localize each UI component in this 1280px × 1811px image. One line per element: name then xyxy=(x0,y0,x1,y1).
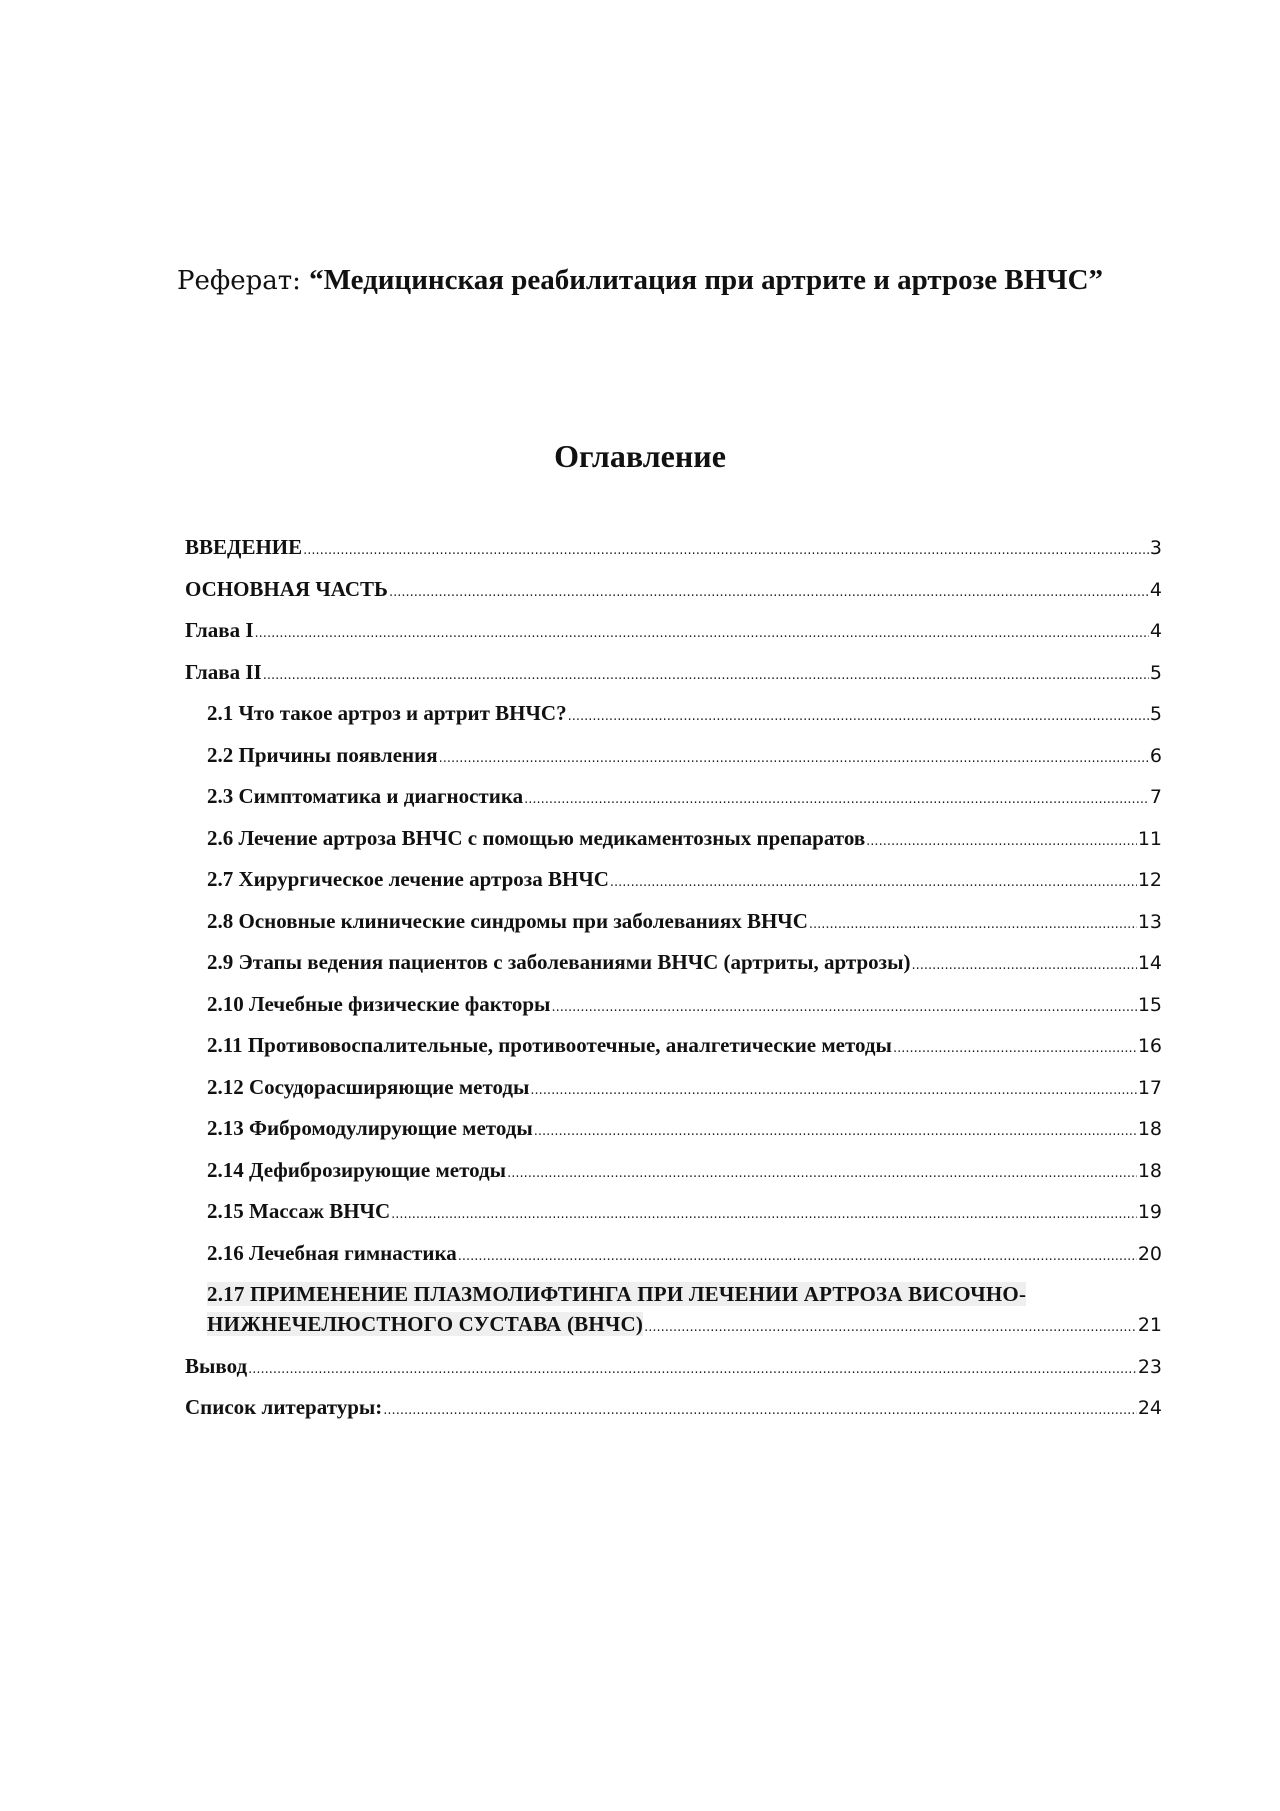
toc-heading: Оглавление xyxy=(554,438,726,474)
toc-page-number: 14 xyxy=(1137,952,1162,974)
toc-dot-leader xyxy=(391,1200,1137,1230)
toc-entry-label: 2.6 Лечение артроза ВНЧС с помощью медикаментозных препаратов xyxy=(207,825,866,850)
toc-entry-label: 2.14 Дефиброзирующие методы xyxy=(207,1157,507,1182)
toc-entry-label: Глава II xyxy=(185,659,262,684)
toc-entry-2-7[interactable] xyxy=(185,864,1162,894)
toc-dot-leader xyxy=(439,744,1149,774)
toc-entry-2-10[interactable] xyxy=(185,989,1162,1019)
toc-entry-label: Глава I xyxy=(185,618,254,642)
toc-entry-2-12[interactable] xyxy=(185,1072,1162,1102)
toc-entry-main-part[interactable] xyxy=(185,574,1162,604)
toc-dot-leader xyxy=(389,578,1149,608)
toc-dot-leader xyxy=(610,868,1137,898)
document-title xyxy=(0,262,1280,299)
toc-entry-label: 2.1 Что такое артроз и артрит ВНЧС? xyxy=(207,701,567,725)
toc-entry-label: 2.8 Основные клинические синдромы при заболеваниях ВНЧС xyxy=(207,908,808,933)
toc-dot-leader xyxy=(248,1355,1137,1385)
toc-entry-label: Вывод xyxy=(185,1353,248,1378)
toc-page-number: 5 xyxy=(1149,703,1162,725)
toc-page-number: 17 xyxy=(1137,1076,1162,1099)
toc-dot-leader xyxy=(866,827,1137,857)
toc-entry-label: 2.13 Фибромодулирующие методы xyxy=(207,1116,533,1140)
toc-entry-2-6[interactable] xyxy=(185,823,1162,853)
toc-entry-2-8[interactable] xyxy=(185,906,1162,936)
toc-entry-label-line1: 2.17 ПРИМЕНЕНИЕ ПЛАЗМОЛИФТИНГА ПРИ ЛЕЧЕНИИ АРТРОЗА ВИСОЧНО- xyxy=(207,1282,1027,1306)
toc-entry-2-13[interactable] xyxy=(185,1113,1162,1143)
toc-page-number: 20 xyxy=(1137,1242,1162,1265)
toc-page-number: 5 xyxy=(1149,661,1162,684)
toc-dot-leader xyxy=(507,1159,1137,1189)
toc-entry-label: 2.2 Причины появления xyxy=(207,742,438,767)
toc-page-number: 3 xyxy=(1149,537,1162,559)
toc-dot-leader xyxy=(809,910,1137,940)
toc-entry-label: 2.11 Противовоспалительные, противоотечные, аналгетические методы xyxy=(207,1033,892,1057)
toc-page-number: 23 xyxy=(1137,1355,1162,1378)
toc-entry-label: 2.3 Симптоматика и диагностика xyxy=(207,784,524,808)
toc-dot-leader xyxy=(534,1117,1137,1147)
toc-entry-line2 xyxy=(207,1309,1162,1343)
toc-entry-introduction[interactable] xyxy=(185,532,1162,562)
toc-page-number: 4 xyxy=(1149,578,1162,601)
toc-entry-2-9[interactable] xyxy=(185,947,1162,977)
toc-entry-chapter-2[interactable] xyxy=(185,657,1162,687)
toc-entry-chapter-1[interactable] xyxy=(185,615,1162,645)
toc-page-number: 12 xyxy=(1137,869,1162,891)
toc-entry-label: Список литературы: xyxy=(185,1395,383,1419)
toc-entry-2-15[interactable] xyxy=(185,1196,1162,1226)
toc-entry-references[interactable] xyxy=(185,1392,1162,1422)
toc-entry-label: 2.10 Лечебные физические факторы xyxy=(207,991,551,1016)
toc-dot-leader xyxy=(568,702,1149,732)
toc-dot-leader xyxy=(303,536,1149,566)
toc-dot-leader xyxy=(524,785,1149,815)
toc-entry-label: ОСНОВНАЯ ЧАСТЬ xyxy=(185,576,388,601)
toc-page-number: 11 xyxy=(1137,827,1162,850)
toc-page-number: 18 xyxy=(1137,1118,1162,1140)
toc-entry-2-2[interactable] xyxy=(185,740,1162,770)
toc-entry-conclusion[interactable] xyxy=(185,1351,1162,1381)
toc-dot-leader xyxy=(893,1034,1137,1064)
toc-entry-label: 2.15 Массаж ВНЧС xyxy=(207,1199,391,1223)
title-main: “Медицинская реабилитация при артрите и артрозе ВНЧС” xyxy=(309,264,1104,296)
toc-page-number: 4 xyxy=(1149,620,1162,642)
toc-dot-leader xyxy=(911,951,1136,981)
toc-entry-label-line2: НИЖНЕЧЕЛЮСТНОГО СУСТАВА (ВНЧС) xyxy=(207,1312,644,1336)
toc-entry-2-1[interactable] xyxy=(185,698,1162,728)
toc-page-number: 16 xyxy=(1137,1035,1162,1057)
toc-entry-label: 2.12 Сосудорасширяющие методы xyxy=(207,1074,530,1099)
toc-dot-leader xyxy=(255,619,1149,649)
toc-page-number: 6 xyxy=(1149,744,1162,767)
toc-entry-2-3[interactable] xyxy=(185,781,1162,811)
toc-dot-leader xyxy=(644,1313,1137,1343)
toc-entry-label: 2.7 Хирургическое лечение артроза ВНЧС xyxy=(207,867,609,891)
toc-entry-2-16[interactable] xyxy=(185,1238,1162,1268)
toc-dot-leader xyxy=(383,1396,1137,1426)
toc-page-number: 7 xyxy=(1149,786,1162,808)
toc-page-number: 24 xyxy=(1137,1397,1162,1419)
table-of-contents xyxy=(185,532,1162,1434)
toc-entry-2-14[interactable] xyxy=(185,1155,1162,1185)
toc-entry-2-17[interactable] xyxy=(185,1279,1162,1339)
toc-page-number: 19 xyxy=(1137,1201,1162,1223)
toc-dot-leader xyxy=(263,661,1149,691)
toc-dot-leader xyxy=(458,1242,1137,1272)
toc-dot-leader xyxy=(551,993,1136,1023)
toc-entry-label: ВВЕДЕНИЕ xyxy=(185,535,303,559)
toc-entry-label: 2.9 Этапы ведения пациентов с заболеваниями ВНЧС (артриты, артрозы) xyxy=(207,950,911,974)
toc-page-number: 18 xyxy=(1137,1159,1162,1182)
toc-page-number: 21 xyxy=(1137,1314,1162,1336)
toc-dot-leader xyxy=(530,1076,1136,1106)
toc-entry-label: 2.16 Лечебная гимнастика xyxy=(207,1240,457,1265)
toc-page-number: 13 xyxy=(1137,910,1162,933)
toc-entry-2-11[interactable] xyxy=(185,1030,1162,1060)
toc-page-number: 15 xyxy=(1137,993,1162,1016)
title-prefix: Реферат: xyxy=(176,266,310,296)
